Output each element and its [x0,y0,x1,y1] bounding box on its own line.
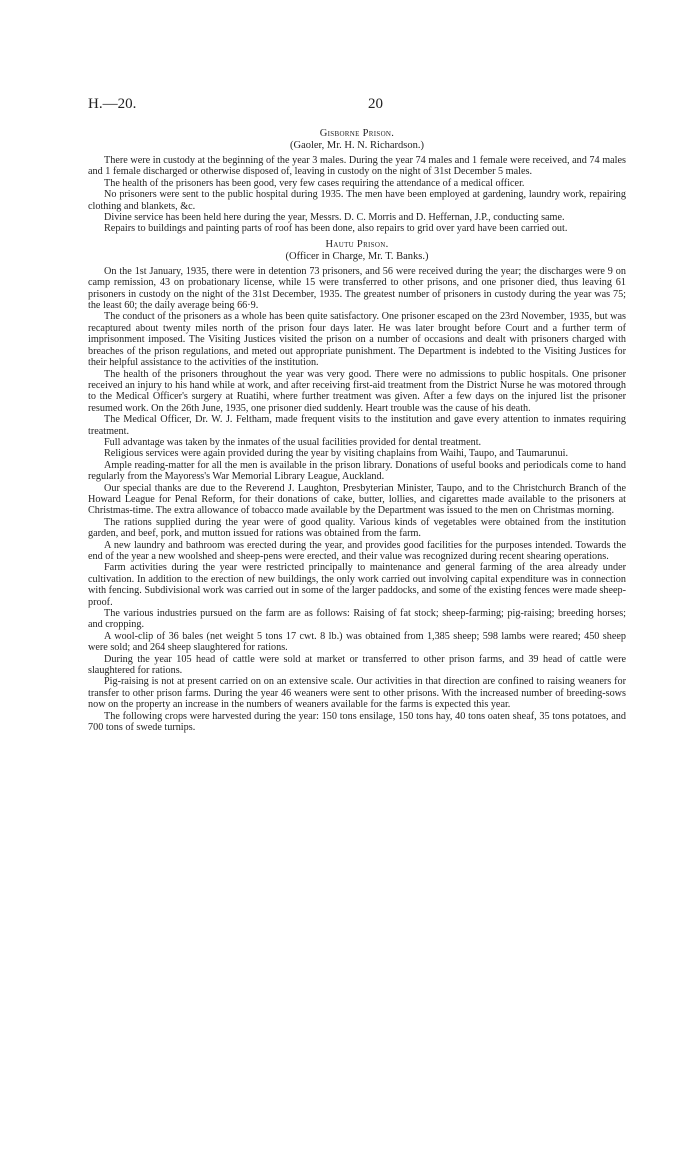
section-title-gisborne [88,128,626,139]
gisborne-paragraph: There were in custody at the beginning of the year 3 males. During the year 74 males and 1 female were received, and 74 males and 1 female discharged or otherwise disposed of, leaving in custody on the night of 31st December 5 males. [88,155,626,178]
hautu-paragraph: Farm activities during the year were restricted principally to maintenance and general farming of the area already under cultivation. In addition to the erection of new buildings, the only work carried out involving capital expenditure was in connection with fencing. Subdivisional work was carried out in some of the larger paddocks, and some of the existing fences were made sheep-proof. [88,562,626,608]
hautu-paragraph: Religious services were again provided during the year by visiting chaplains from Waihi, Taupo, and Taumarunui. [104,448,569,460]
document-page [88,96,626,734]
hautu-paragraph: Our special thanks are due to the Reverend J. Laughton, Presbyterian Minister, Taupo, and to the Christchurch Branch of the Howard League for Penal Reform, for their donations of cake, butter, lollies, and cigarettes made available to the prisoners at Christmas-time. The extra allowance of tobacco made available by the Department was issued to the men on Christmas morning. [88,482,626,517]
hautu-paragraph: The various industries pursued on the farm are as follows: Raising of fat stock; sheep-farming; pig-raising; breeding horses; and cropping. [88,608,626,631]
gisborne-paragraph: Repairs to buildings and painting parts of roof has been done, also repairs to grid over yard have been carried out. [104,223,568,235]
gisborne-paragraph: The health of the prisoners has been good, very few cases requiring the attendance of a medical officer. [104,177,525,189]
hautu-paragraph: A new laundry and bathroom was erected during the year, and provides good facilities for the purposes intended. Towards the end of the year a new woolshed and sheep-pens were erected, and their value was recognized during recent shearing operations. [88,539,626,562]
page-number: 20 [368,96,383,112]
hautu-paragraph: Pig-raising is not at present carried on on an extensive scale. Our activities in that direction are confined to raising weaners for transfer to other prison farms. During the year 46 weaners were sent to other prisons. With the increased number of breeding-sows now on the property an increase in the numbers of weaners available for the farms is expected this year. [88,676,626,711]
gisborne-paragraph: No prisoners were sent to the public hospital during 1935. The men have been employed at gardening, laundry work, repairing clothing and blankets, &c. [88,189,626,212]
hautu-title-text: Hautu Prison. [325,238,389,250]
hautu-paragraph: A wool-clip of 36 bales (net weight 5 tons 17 cwt. 8 lb.) was obtained from 1,385 sheep; 598 lambs were reared; 450 sheep were sold; and 264 sheep slaughtered for rations. [88,630,626,654]
gaoler-text: (Gaoler, Mr. H. N. Richardson.) [289,140,424,151]
hautu-paragraph: Ample reading-matter for all the men is available in the prison library. Donations of useful books and periodicals come to hand regularly from the Mayoress's War Memorial Library League, Auckland. [88,459,626,483]
gaoler-line [88,140,626,151]
report-reference: H.—20. [88,96,137,112]
section-title-hautu [88,239,626,250]
officer-text: (Officer in Charge, Mr. T. Banks.) [285,250,429,262]
hautu-paragraph: The rations supplied during the year were of good quality. Various kinds of vegetables were obtained from the institution garden, and beef, pork, and mutton issued for rations was obtained from the farm. [88,516,626,540]
hautu-paragraph: Full advantage was taken by the inmates of the usual facilities provided for dental treatment. [104,436,482,448]
page-header [88,96,626,120]
hautu-paragraph: The conduct of the prisoners as a whole has been quite satisfactory. One prisoner escaped on the 23rd November, 1935, but was recaptured about twenty miles north of the prison four days later. He was later brought before Court and a further term of imprisonment imposed. The Visiting Justices visited the prison on a number of occasions and dealt with prisoners charged with breaches of the prison regulations, and meted out appropriate punishment. The Department is indebted to the Visiting Justices for their helpful assistance to the activities of the institution. [88,311,626,369]
hautu-paragraph: The health of the prisoners throughout the year was very good. There were no admissions to public hospitals. One prisoner received an injury to his hand while at work, and after receiving first-aid treatment from the District Nurse he was motored through to the Medical Officer's surgery at Ruatihi, where further treatment was given. After a few days on the injured list the prisoner resumed work. On the 26th June, 1935, one prisoner died suddenly. Heart trouble was the cause of his death. [88,368,626,414]
gisborne-title-text: Gisborne Prison. [319,128,395,139]
hautu-paragraph: During the year 105 head of cattle were sold at market or transferred to other prison farms, and 39 head of cattle were slaughtered for rations. [88,653,626,677]
gisborne-paragraph: Divine service has been held here during the year, Messrs. D. C. Morris and D. Heffernan, J.P., conducting same. [104,212,565,224]
officer-line [88,251,626,262]
hautu-paragraph: On the 1st January, 1935, there were in detention 73 prisoners, and 56 were received during the year; the discharges were 9 on camp remission, 43 on probationary license, while 15 were transferred to other prisons, and one prisoner died, thus leaving 61 prisoners in custody on the night of the 31st December, 1935. The greatest number of prisoners in custody during the year was 75; the least 60; the daily average being 66·9. [88,265,626,312]
hautu-paragraph: The Medical Officer, Dr. W. J. Feltham, made frequent visits to the institution and gave every attention to inmates requiring treatment. [88,414,626,437]
hautu-paragraph: The following crops were harvested during the year: 150 tons ensilage, 150 tons hay, 40 tons oaten sheaf, 35 tons potatoes, and 700 tons of swede turnips. [88,710,626,734]
